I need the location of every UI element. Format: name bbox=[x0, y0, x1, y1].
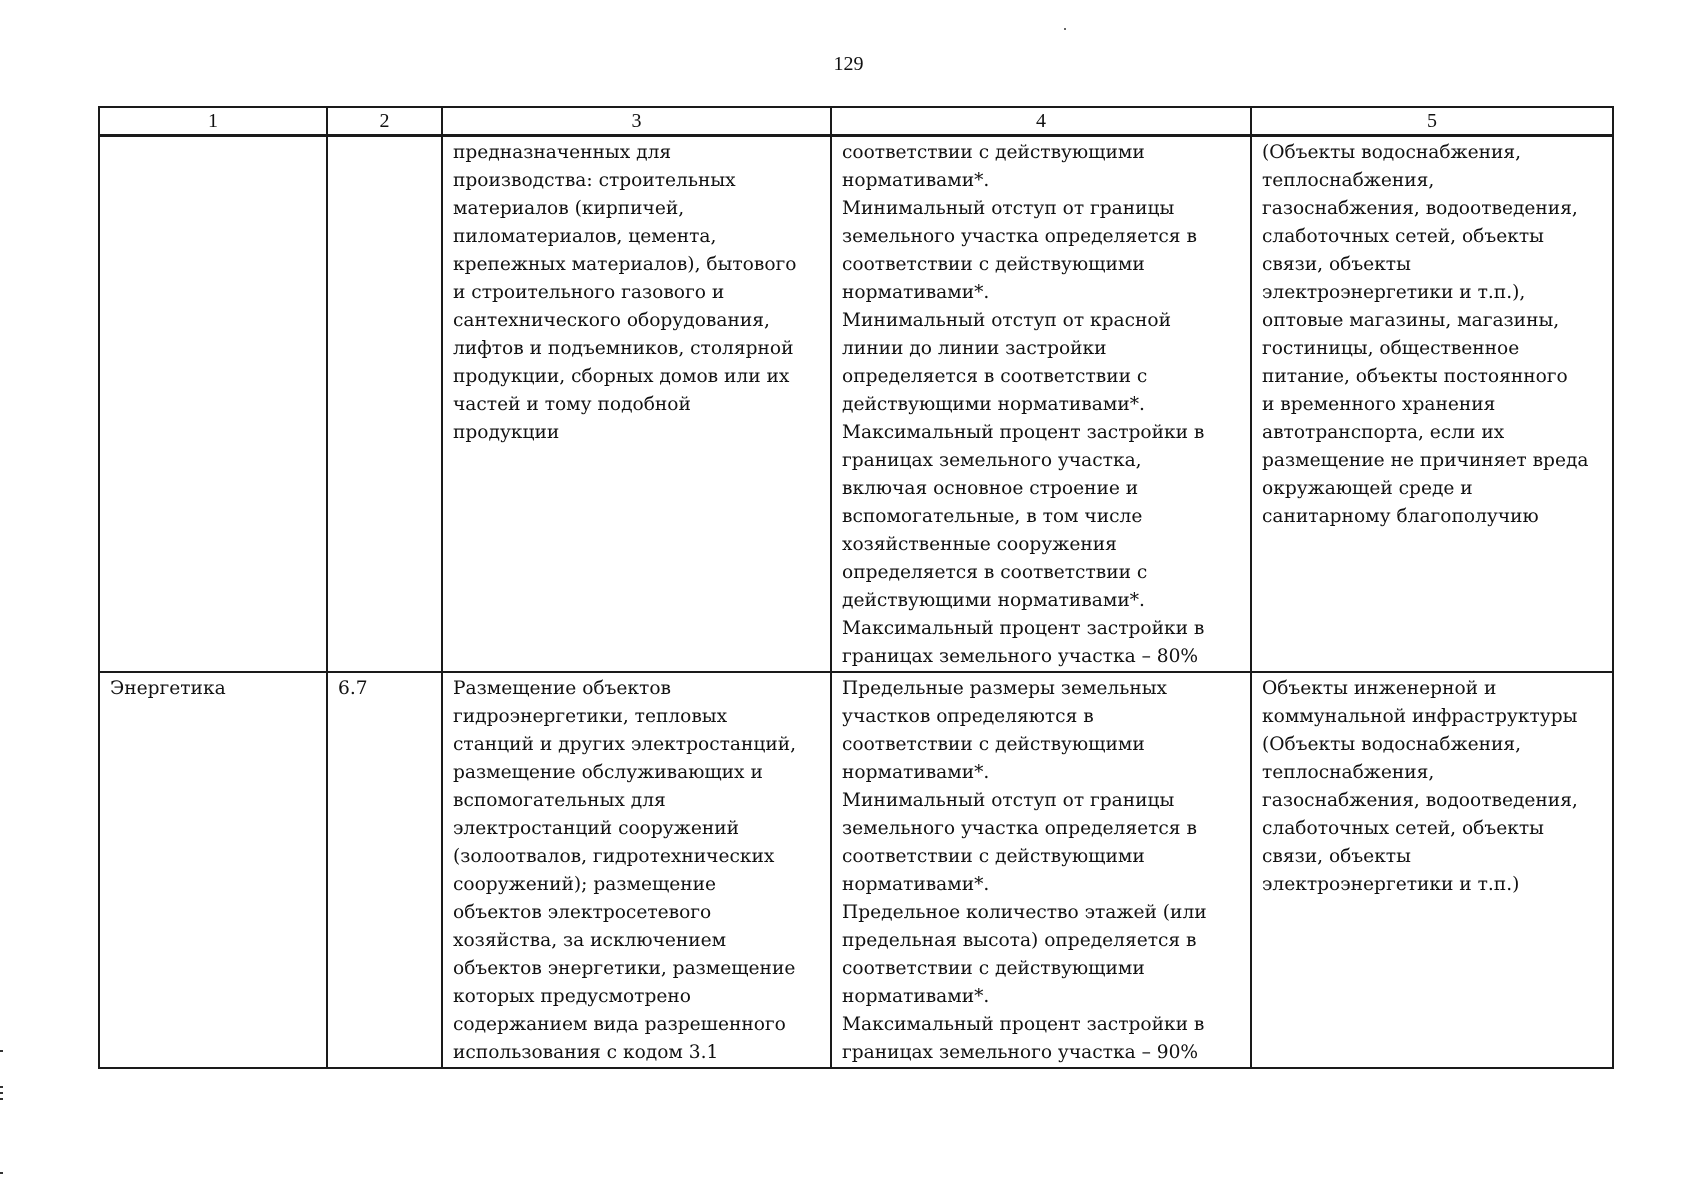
cell-text-line: линии до линии застройки bbox=[842, 338, 1107, 359]
cell-text-line: (Объекты водоснабжения, bbox=[1262, 734, 1522, 755]
cell-text-line: (Объекты водоснабжения, bbox=[1262, 142, 1522, 163]
cell-text-line: определяется в соответствии с bbox=[842, 366, 1148, 387]
cell-text-line: связи, объекты bbox=[1262, 254, 1411, 275]
cell-text-line: нормативами*. bbox=[842, 170, 990, 191]
cell-text-line: газоснабжения, водоотведения, bbox=[1262, 790, 1578, 811]
cell-text-line: материалов (кирпичей, bbox=[453, 198, 685, 219]
scan-margin-mark bbox=[0, 1050, 3, 1052]
cell-text-line: Минимальный отступ от красной bbox=[842, 310, 1172, 331]
cell-text-line: и строительного газового и bbox=[453, 282, 725, 303]
cell-text-line: питание, объекты постоянного bbox=[1262, 366, 1568, 387]
cell-text-line: земельного участка определяется в bbox=[842, 818, 1197, 839]
cell-text-line: Минимальный отступ от границы bbox=[842, 790, 1175, 811]
cell-text-line: продукции, сборных домов или их bbox=[453, 366, 790, 387]
table-cell-col4 bbox=[831, 136, 1251, 673]
cell-text-line: электростанций сооружений bbox=[453, 818, 739, 839]
page-number: 129 bbox=[833, 53, 864, 75]
table-cell-col1 bbox=[99, 136, 327, 673]
cell-text-line: гидроэнергетики, тепловых bbox=[453, 706, 728, 727]
cell-text-line: окружающей среде и bbox=[1262, 478, 1473, 499]
cell-text-line: Максимальный процент застройки в bbox=[842, 618, 1205, 639]
cell-text-line: участков определяются в bbox=[842, 706, 1094, 727]
cell-text-line: частей и тому подобной bbox=[453, 394, 691, 415]
scan-margin-mark bbox=[0, 1172, 3, 1174]
cell-text-line: включая основное строение и bbox=[842, 478, 1139, 499]
cell-text-line: хозяйства, за исключением bbox=[453, 930, 727, 951]
cell-text-line: производства: строительных bbox=[453, 170, 736, 191]
table-cell-col5 bbox=[1251, 672, 1613, 1068]
scan-margin-mark bbox=[0, 1092, 3, 1094]
cell-text-line: электроэнергетики и т.п.) bbox=[1262, 874, 1520, 895]
cell-text-line: сооружений); размещение bbox=[453, 874, 717, 895]
cell-text-line: лифтов и подъемников, столярной bbox=[453, 338, 794, 359]
cell-text-line: которых предусмотрено bbox=[453, 986, 691, 1007]
cell-text-line: объектов энергетики, размещение bbox=[453, 958, 796, 979]
cell-text-line: нормативами*. bbox=[842, 986, 990, 1007]
cell-text-line: вспомогательные, в том числе bbox=[842, 506, 1143, 527]
table-header-row bbox=[99, 107, 1613, 136]
table-row bbox=[99, 672, 1613, 1068]
cell-text-line: соответствии с действующими bbox=[842, 142, 1145, 163]
table-cell-col2: 6.7 bbox=[327, 672, 442, 1068]
cell-text-line: хозяйственные сооружения bbox=[842, 534, 1117, 555]
cell-text-line: слаботочных сетей, объекты bbox=[1262, 818, 1544, 839]
table-cell-col3 bbox=[442, 672, 831, 1068]
column-header-2: 2 bbox=[327, 107, 442, 136]
scan-margin-mark bbox=[0, 1098, 3, 1100]
cell-text-line: земельного участка определяется в bbox=[842, 226, 1197, 247]
cell-text-line: размещение обслуживающих и bbox=[453, 762, 763, 783]
cell-text-line: предельная высота) определяется в bbox=[842, 930, 1197, 951]
cell-text-line: коммунальной инфраструктуры bbox=[1262, 706, 1578, 727]
cell-text-line: определяется в соответствии с bbox=[842, 562, 1148, 583]
cell-text-line: санитарному благополучию bbox=[1262, 506, 1539, 527]
cell-text-line: размещение не причиняет вреда bbox=[1262, 450, 1589, 471]
cell-text-line: использования с кодом 3.1 bbox=[453, 1042, 719, 1063]
column-header-3: 3 bbox=[442, 107, 831, 136]
cell-text-line: действующими нормативами*. bbox=[842, 394, 1145, 415]
cell-text-line: и временного хранения bbox=[1262, 394, 1496, 415]
cell-text-line: сантехнического оборудования, bbox=[453, 310, 770, 331]
column-header-1: 1 bbox=[99, 107, 327, 136]
cell-text-line: нормативами*. bbox=[842, 282, 990, 303]
cell-text-line: вспомогательных для bbox=[453, 790, 666, 811]
cell-text-line: продукции bbox=[453, 422, 560, 443]
table-cell-col3 bbox=[442, 136, 831, 673]
cell-text-line: соответствии с действующими bbox=[842, 254, 1145, 275]
cell-text-line: границах земельного участка, bbox=[842, 450, 1142, 471]
cell-text-line: Предельные размеры земельных bbox=[842, 678, 1168, 699]
cell-text-line: газоснабжения, водоотведения, bbox=[1262, 198, 1578, 219]
cell-text-line: крепежных материалов), бытового bbox=[453, 254, 797, 275]
cell-text-line: границах земельного участка – 90% bbox=[842, 1042, 1199, 1063]
scan-speck bbox=[1064, 28, 1066, 30]
table-cell-col5 bbox=[1251, 136, 1613, 673]
column-header-4: 4 bbox=[831, 107, 1251, 136]
cell-text-line: Объекты инженерной и bbox=[1262, 678, 1497, 699]
cell-text-line: гостиницы, общественное bbox=[1262, 338, 1520, 359]
cell-text-line: теплоснабжения, bbox=[1262, 762, 1435, 783]
cell-text-line: Минимальный отступ от границы bbox=[842, 198, 1175, 219]
cell-text-line: теплоснабжения, bbox=[1262, 170, 1435, 191]
cell-text-line: (золоотвалов, гидротехнических bbox=[453, 846, 775, 867]
cell-text-line: соответствии с действующими bbox=[842, 846, 1145, 867]
cell-text-line: содержанием вида разрешенного bbox=[453, 1014, 786, 1035]
cell-text-line: соответствии с действующими bbox=[842, 734, 1145, 755]
cell-text-line: электроэнергетики и т.п.), bbox=[1262, 282, 1526, 303]
scan-margin-mark bbox=[0, 1086, 3, 1088]
cell-text-line: объектов электросетевого bbox=[453, 902, 712, 923]
table-cell-col4 bbox=[831, 672, 1251, 1068]
cell-text-line: автотранспорта, если их bbox=[1262, 422, 1505, 443]
cell-text-line: действующими нормативами*. bbox=[842, 590, 1145, 611]
cell-text-line: Предельное количество этажей (или bbox=[842, 902, 1207, 923]
cell-text-line: слаботочных сетей, объекты bbox=[1262, 226, 1544, 247]
table-cell-col2 bbox=[327, 136, 442, 673]
cell-text-line: Размещение объектов bbox=[453, 678, 671, 699]
cell-text-line: соответствии с действующими bbox=[842, 958, 1145, 979]
column-header-5: 5 bbox=[1251, 107, 1613, 136]
cell-text-line: пиломатериалов, цемента, bbox=[453, 226, 717, 247]
table-row bbox=[99, 136, 1613, 673]
cell-text-line: Максимальный процент застройки в bbox=[842, 422, 1205, 443]
cell-text-line: границах земельного участка – 80% bbox=[842, 646, 1199, 667]
cell-text-line: предназначенных для bbox=[453, 142, 672, 163]
cell-text-line: оптовые магазины, магазины, bbox=[1262, 310, 1560, 331]
cell-text-line: Максимальный процент застройки в bbox=[842, 1014, 1205, 1035]
table-cell-col1: Энергетика bbox=[99, 672, 327, 1068]
cell-text-line: связи, объекты bbox=[1262, 846, 1411, 867]
land-use-table bbox=[98, 106, 1614, 1069]
cell-text-line: станций и других электростанций, bbox=[453, 734, 797, 755]
cell-text-line: нормативами*. bbox=[842, 874, 990, 895]
cell-text-line: нормативами*. bbox=[842, 762, 990, 783]
